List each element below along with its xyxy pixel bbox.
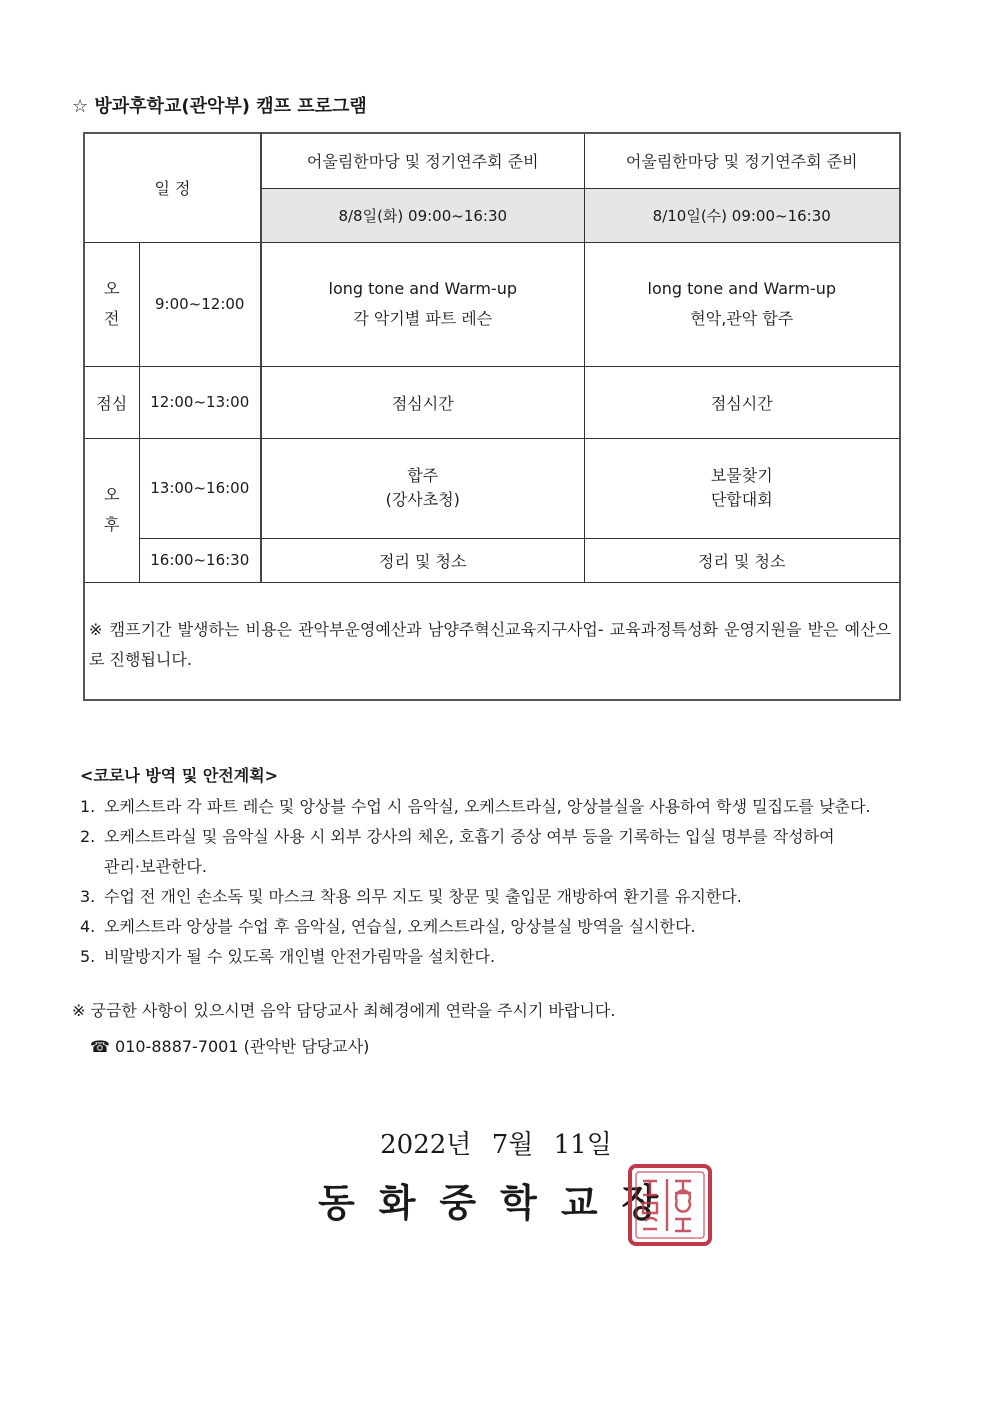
afternoon-slot2-col1: 정리 및 청소	[261, 538, 584, 582]
cost-note	[84, 582, 900, 700]
safety-plan	[80, 762, 940, 972]
col2-date: 8/10일(수) 09:00~16:30	[584, 188, 900, 242]
contact-note: ※ 궁금한 사항이 있으시면 음악 담당교사 최혜경에게 연락을 주시기 바랍니다.	[72, 1001, 616, 1020]
col1-heading: 어울림한마당 및 정기연주회 준비	[261, 133, 584, 188]
morning-label-char-1: 오	[104, 279, 120, 298]
schedule-label: 일 정	[154, 179, 191, 199]
afternoon-slot1-col1	[261, 438, 584, 538]
contact-info	[72, 996, 615, 1062]
afternoon-slot1-col1-line-2: (강사초청)	[385, 490, 460, 509]
lunch-time: 12:00~13:00	[139, 366, 261, 438]
list-item: 4. 오케스트라 앙상블 수업 후 음악실, 연습실, 오케스트라실, 앙상블실 방역을 실시한다.	[80, 917, 696, 936]
morning-col1-line-2: 각 악기별 파트 레슨	[353, 309, 493, 328]
col1-date: 8/8일(화) 09:00~16:30	[261, 188, 584, 242]
date-month: 7월	[491, 1130, 534, 1160]
document-date	[0, 1124, 992, 1161]
list-item: 1. 오케스트라 각 파트 레슨 및 앙상블 수업 시 음악실, 오케스트라실, 앙상블실을 사용하여 학생 밀집도를 낮춘다.	[80, 797, 871, 816]
list-item: 3. 수업 전 개인 손소독 및 마스크 착용 의무 지도 및 창문 및 출입문 개방하여 환기를 유지한다.	[80, 887, 742, 906]
afternoon-slot1-col2-line-2: 단합대회	[710, 490, 773, 509]
afternoon-slot2-col2: 정리 및 청소	[584, 538, 900, 582]
afternoon-slot1-col1-line-1: 합주	[407, 466, 439, 485]
afternoon-label-cell	[84, 438, 139, 582]
lunch-label: 점심	[84, 366, 139, 438]
date-year: 2022년	[380, 1130, 472, 1160]
safety-heading: <코로나 방역 및 안전계획>	[80, 766, 279, 785]
afternoon-slot1-col2-line-1: 보물찾기	[710, 466, 773, 485]
morning-label-char-2: 전	[104, 309, 120, 328]
afternoon-label-char-1: 오	[104, 485, 120, 504]
afternoon-label-char-2: 후	[104, 515, 120, 534]
afternoon-slot2-time: 16:00~16:30	[139, 538, 261, 582]
afternoon-slot1-col2	[584, 438, 900, 538]
safety-list	[80, 792, 940, 972]
contact-phone: ☎ 010-8887-7001 (관악반 담당교사)	[90, 1037, 370, 1056]
lunch-col1: 점심시간	[261, 366, 584, 438]
list-item: 5. 비말방지가 될 수 있도록 개인별 안전가림막을 설치한다.	[80, 947, 496, 966]
schedule-label-cell	[84, 133, 261, 242]
camp-schedule-table	[83, 132, 901, 701]
page-title: ☆ 방과후학교(관악부) 캠프 프로그램	[72, 96, 367, 117]
afternoon-slot1-time: 13:00~16:00	[139, 438, 261, 538]
list-item: 2. 오케스트라실 및 음악실 사용 시 외부 강사의 체온, 호흡기 증상 여부 등을 기록하는 입실 명부를 작성하여 관리·보관한다.	[80, 822, 940, 882]
morning-col2-line-2: 현악,관악 합주	[690, 309, 794, 328]
principal-name: 동화중학교장	[318, 1180, 683, 1225]
morning-col2	[584, 242, 900, 366]
school-seal-icon	[627, 1163, 713, 1247]
date-day: 11일	[553, 1130, 612, 1160]
morning-label-cell	[84, 242, 139, 366]
cost-note-text: ※ 캠프기간 발생하는 비용은 관악부운영예산과 남양주혁신교육지구사업- 교육과정특성화 운영지원을 받은 예산으로 진행됩니다.	[89, 619, 891, 669]
col2-heading: 어울림한마당 및 정기연주회 준비	[584, 133, 900, 188]
list-item-continuation: 관리·보관한다.	[104, 857, 207, 876]
morning-col2-line-1: long tone and Warm-up	[647, 279, 836, 298]
lunch-col2: 점심시간	[584, 366, 900, 438]
morning-col1	[261, 242, 584, 366]
morning-col1-line-1: long tone and Warm-up	[328, 279, 517, 298]
morning-time: 9:00~12:00	[139, 242, 261, 366]
